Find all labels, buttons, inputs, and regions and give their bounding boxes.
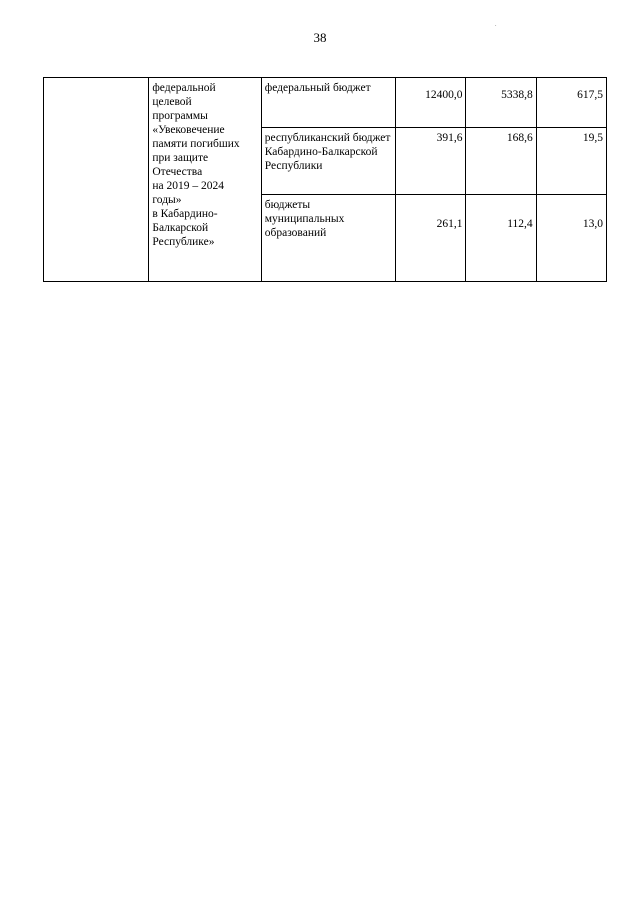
funding-source-cell: республиканский бюджет Кабардино-Балкарской Республики	[261, 128, 395, 195]
funding-source-cell: бюджеты муниципальных образований	[261, 195, 395, 282]
value-cell-total: 261,1	[396, 195, 466, 282]
scan-mark: .	[495, 22, 497, 28]
value-cell-total: 12400,0	[396, 78, 466, 128]
program-name: федеральной целевой программы «Увековечение памяти погибших при защите Отечества на 2019 – 2024 годы» в Кабардино- Балкарской Республике»	[152, 82, 240, 248]
table-row	[44, 78, 607, 128]
page-number: 38	[313, 30, 327, 45]
value-cell-period: 5338,8	[466, 78, 536, 128]
value-cell-year: 13,0	[536, 195, 606, 282]
value-cell-period: 112,4	[466, 195, 536, 282]
value-cell-period: 168,6	[466, 128, 536, 195]
value-cell-total: 391,6	[396, 128, 466, 195]
value-cell-year: 617,5	[536, 78, 606, 128]
empty-cell	[44, 78, 149, 282]
funding-source-cell: федеральный бюджет	[261, 78, 395, 128]
funding-table	[43, 77, 607, 282]
value-cell-year: 19,5	[536, 128, 606, 195]
program-name-cell	[149, 78, 261, 282]
